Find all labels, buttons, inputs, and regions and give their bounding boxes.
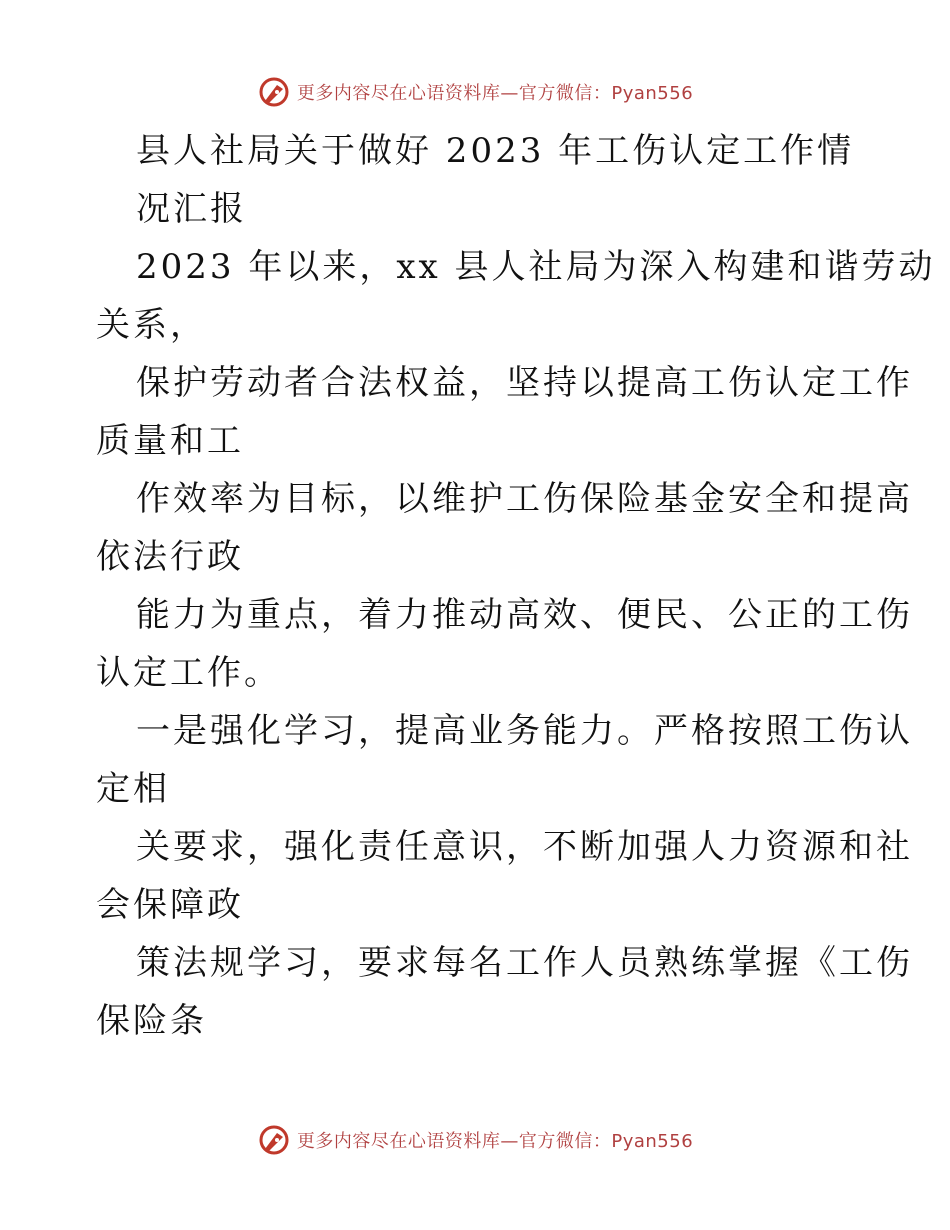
- text-line: 关系，: [96, 305, 207, 345]
- text-line: 2023 年以来，xx 县人社局为深入构建和谐劳动: [136, 247, 936, 287]
- text-line: 县人社局关于做好 2023 年工伤认定工作情: [136, 131, 855, 171]
- pen-nib-logo-icon: [257, 1123, 291, 1157]
- header-banner: [0, 72, 950, 112]
- text-line: 认定工作。: [96, 653, 281, 693]
- header-banner-text: 更多内容尽在心语资料库—官方微信：Pyan556: [296, 83, 694, 104]
- text-line: 会保障政: [96, 885, 244, 925]
- text-line: 能力为重点，着力推动高效、便民、公正的工伤: [136, 595, 913, 635]
- pen-nib-logo-icon: [257, 75, 291, 109]
- text-line: 一是强化学习，提高业务能力。严格按照工伤认: [136, 711, 913, 751]
- text-line: 保险条: [96, 1001, 207, 1041]
- footer-banner-text: 更多内容尽在心语资料库—官方微信：Pyan556: [296, 1131, 694, 1152]
- text-line: 关要求，强化责任意识，不断加强人力资源和社: [136, 827, 913, 867]
- text-line: 作效率为目标，以维护工伤保险基金安全和提高: [136, 479, 913, 519]
- text-line: 定相: [96, 769, 170, 809]
- text-line: 质量和工: [96, 421, 244, 461]
- text-line: 况汇报: [136, 189, 247, 229]
- text-line: 依法行政: [96, 537, 244, 577]
- document-body: [96, 122, 936, 1050]
- text-line: 保护劳动者合法权益，坚持以提高工伤认定工作: [136, 363, 913, 403]
- footer-banner: [0, 1120, 950, 1160]
- text-line: 策法规学习，要求每名工作人员熟练掌握《工伤: [136, 943, 913, 983]
